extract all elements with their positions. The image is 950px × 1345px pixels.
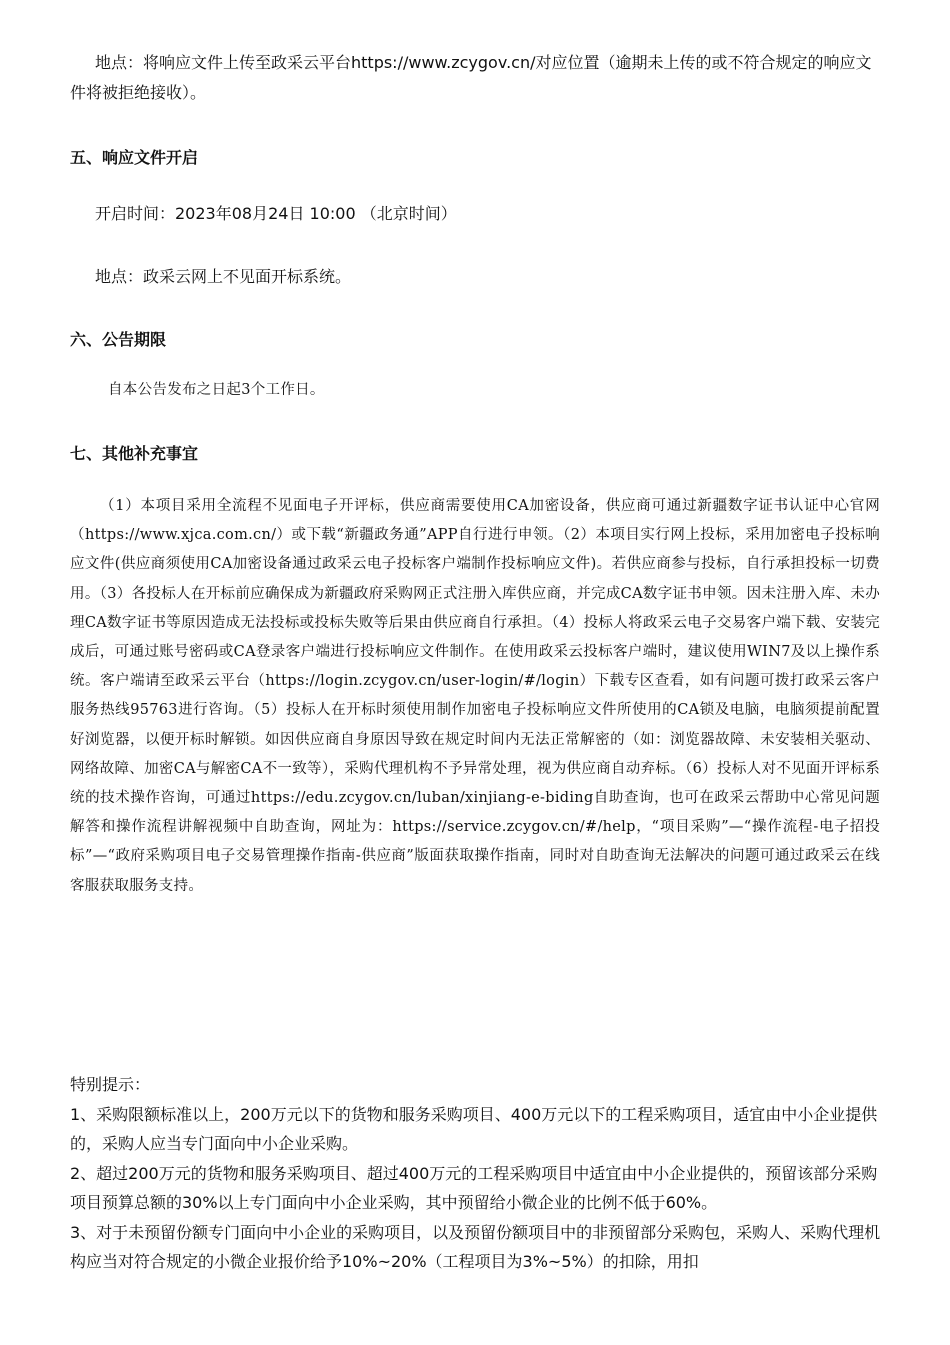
special-notice-item-2: 2、超过200万元的货物和服务采购项目、超过400万元的工程采购项目中适宜由中小企业提供的，预留该部分采购项目预算总额的30%以上专门面向中小企业采购，其中预留给小微企业的比例不低于60%。 — [70, 1163, 878, 1212]
supplementary-matters-text: （1）本项目采用全流程不见面电子开评标，供应商需要使用CA加密设备，供应商可通过新疆数字证书认证中心官网（https://www.xjca.com.cn/）或下载“新疆政务通”APP自行进行申领。（2）本项目实行网上投标，采用加密电子投标响应文件(供应商须使用CA加密设备通过政采云电子投标客户端制作投标响应文件)。若供应商参与投标，自行承担投标一切费用。（3）各投标人在开标前应确保成为新疆政府采购网正式注册入库供应商，并完成CA数字证书申领。因未注册入库、未办理CA数字证书等原因造成无法投标或投标失败等后果由供应商自行承担。（4）投标人将政采云电子交易客户端下载、安装完成后，可通过账号密码或CA登录客户端进行投标响应文件制作。在使用政采云投标客户端时，建议使用WIN7及以上操作系统。客户端请至政采云平台（https://login.zcygov.cn/user-login/#/login）下载专区查看，如有问题可拨打政采云客户服务热线95763进行咨询。（5）投标人在开标时须使用制作加密电子投标响应文件所使用的CA锁及电脑，电脑须提前配置好浏览器，以便开标时解锁。如因供应商自身原因导致在规定时间内无法正常解密的（如：浏览器故障、未安装相关驱动、网络故障、加密CA与解密CA不一致等），采购代理机构不予异常处理，视为供应商自动弃标。（6）投标人对不见面开评标系统的技术操作咨询，可通过https://edu.zcygov.cn/luban/xinjiang-e-biding自助查询，也可在政采云帮助中心常见问题解答和操作流程讲解视频中自助查询，网址为：https://service.zcygov.cn/#/help，“项目采购”—“操作流程-电子招投标”—“政府采购项目电子交易管理操作指南-供应商”版面获取操作指南，同时对自助查询无法解决的问题可通过政采云在线客服获取服务支持。 — [70, 498, 880, 894]
special-notice-item-3: 3、对于未预留份额专门面向中小企业的采购项目，以及预留份额项目中的非预留部分采购包，采购人、采购代理机构应当对符合规定的小微企业报价给予10%~20%（工程项目为3%~5%）的扣除，用扣 — [70, 1222, 881, 1271]
special-notice — [70, 1070, 885, 1277]
section7-heading: 七、其他补充事宜 — [70, 444, 199, 463]
announcement-period-text: 自本公告发布之日起3个工作日。 — [108, 382, 325, 398]
section6-heading: 六、公告期限 — [70, 330, 167, 349]
special-notice-item-1: 1、采购限额标准以上，200万元以下的货物和服务采购项目、400万元以下的工程采购项目，适宜由中小企业提供的，采购人应当专门面向中小企业采购。 — [70, 1104, 878, 1153]
upload-location-text: 地点：将响应文件上传至政采云平台https://www.zcygov.cn/对应位置（逾期未上传的或不符合规定的响应文件将被拒绝接收）。 — [70, 53, 872, 102]
special-notice-title: 特别提示： — [70, 1075, 151, 1094]
section5-heading: 五、响应文件开启 — [70, 148, 199, 167]
open-location-text: 地点：政采云网上不见面开标系统。 — [95, 267, 352, 286]
open-time-text: 开启时间：2023年08月24日 10:00 （北京时间） — [95, 204, 457, 223]
